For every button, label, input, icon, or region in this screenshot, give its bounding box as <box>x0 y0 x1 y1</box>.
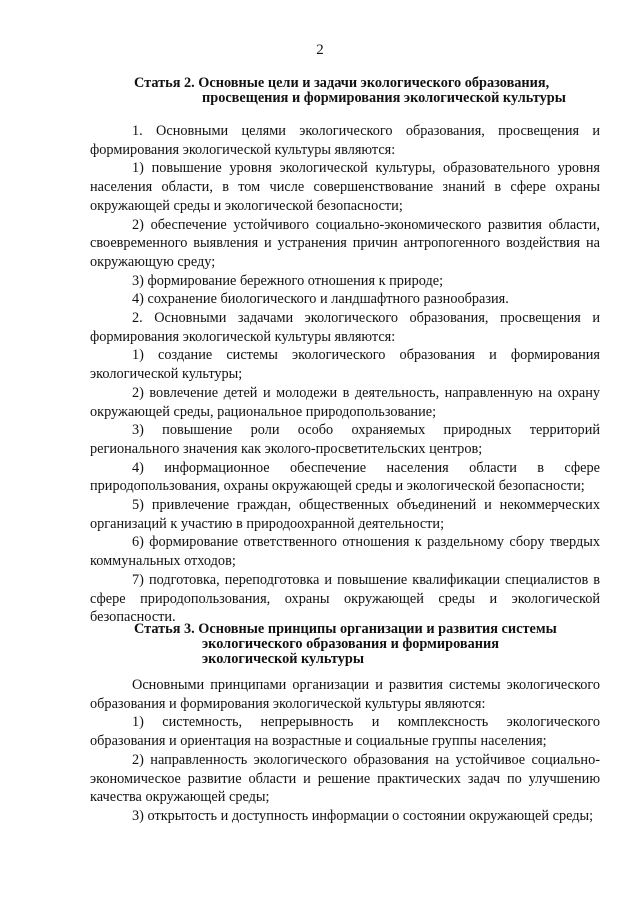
article-2-body <box>90 122 600 627</box>
paragraph: 1. Основными целями экологического образования, просвещения и формирования экологической культуры являются: <box>90 123 600 158</box>
paragraph: 1) создание системы экологического образования и формирования экологической культуры; <box>90 347 600 383</box>
article-3-title-line-3: экологической культуры <box>202 651 364 667</box>
article-3-title <box>134 622 614 667</box>
paragraph: 2. Основными задачами экологического образования, просвещения и формирования экологической культуры являются: <box>90 310 600 345</box>
paragraph: 3) открытость и доступность информации о состоянии окружающей среды; <box>132 807 594 824</box>
paragraph: Основными принципами организации и развития системы экологического образования и формирования экологической культуры являются: <box>90 677 600 712</box>
paragraph: 4) сохранение биологического и ландшафтного разнообразия. <box>132 291 509 308</box>
page-number: 2 <box>316 42 324 58</box>
article-2-title <box>134 76 614 106</box>
article-3-title-line-1: Статья 3. Основные принципы организации и развития системы <box>134 621 557 637</box>
paragraph: 6) формирование ответственного отношения к раздельному сбору твердых коммунальных отходов; <box>90 534 600 570</box>
article-2-title-line-1: Статья 2. Основные цели и задачи экологического образования, <box>134 75 550 91</box>
paragraph: 3) повышение роли особо охраняемых природных территорий регионального значения как эколого-просветительских центров; <box>90 422 600 457</box>
paragraph: 1) системность, непрерывность и комплексность экологического образования и ориентация на возрастные и социальные группы населения; <box>90 714 600 750</box>
article-2-title-line-2: просвещения и формирования экологической культуры <box>202 90 566 106</box>
paragraph: 2) вовлечение детей и молодежи в деятельность, направленную на охрану окружающей среды, рациональное природопользование; <box>90 384 600 420</box>
paragraph: 2) направленность экологического образования на устойчивое социально-экономическое развитие области и решение практических задач по улучшению качества окружающей среды; <box>90 751 600 806</box>
article-3-body <box>90 676 600 826</box>
paragraph: 4) информационное обеспечение населения области в сфере природопользования, охраны окружающей среды и экологической безопасности; <box>90 459 600 495</box>
paragraph: 1) повышение уровня экологической культуры, образовательного уровня населения области, в том числе совершенствование знаний в сфере охраны окружающей среды и экологической безопасности; <box>90 160 600 214</box>
paragraph: 2) обеспечение устойчивого социально-экономического развития области, своевременного выявления и устранения причин антропогенного воздействия на окружающую среду; <box>90 216 600 270</box>
paragraph: 7) подготовка, переподготовка и повышение квалификации специалистов в сфере природопользования, охраны окружающей среды и экологической безопасности. <box>90 571 600 626</box>
paragraph: 3) формирование бережного отношения к природе; <box>132 272 444 289</box>
paragraph: 5) привлечение граждан, общественных объединений и некоммерческих организаций к участию в природоохранной деятельности; <box>90 497 600 532</box>
article-3-title-line-2: экологического образования и формирования <box>202 636 499 652</box>
